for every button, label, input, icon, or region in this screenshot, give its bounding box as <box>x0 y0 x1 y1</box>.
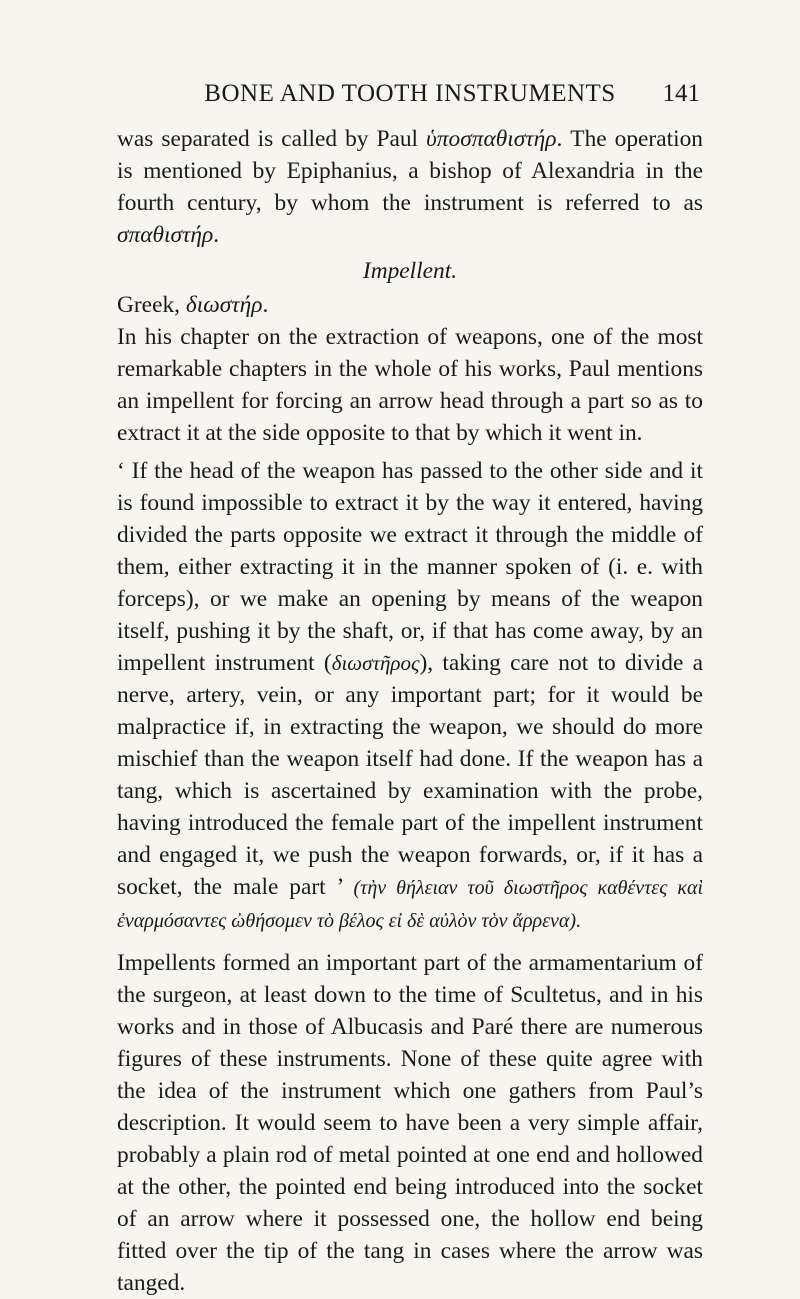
para3-text-a: ‘ If the head of the weapon has passed to the other side and it is found impossible to extract it by the way it entered, having divided the parts opposite we extract it through the middle of them, either extracting it in the manner spoken of (i. e. with forceps), or we make an opening by means of the weapon itself, pushing it by the shaft, or, if that has come away, by an impellent instrument ( <box>117 458 703 676</box>
greek-label: Greek, <box>117 292 186 318</box>
section-heading: Impellent. <box>362 258 458 284</box>
paragraph-3-quote <box>117 455 703 937</box>
page-header <box>120 80 700 114</box>
paragraph-2: In his chapter on the extraction of weapons, one of the most remarkable chapters in the whole of his works, Paul mentions an impellent for forcing an arrow head through a part so as to extract it at the side opposite to that by which it went in. <box>117 324 703 446</box>
greek-quotation: (τὴν θήλειαν τοῦ διωστῆρος καθέντες καὶ ἐναρμόσαντες ὠθήσομεν τὸ βέλος εἰ δὲ αὐλὸν τὸν ἄρρενα). <box>117 877 704 932</box>
para3-text-b: ), taking care not to divide a nerve, artery, vein, or any important part; for it would be malpractice if, in extracting the weapon, we should do more mischief than the weapon itself had done. If the weapon has a tang, which is ascertained by examination with the probe, having introduced the female part of the impellent instrument and engaged it, we push the weapon forwards, or, if it has a socket, the male part ’ <box>117 650 703 900</box>
para1-text-c: . <box>213 222 220 248</box>
body-text <box>117 123 703 1299</box>
paragraph-1 <box>117 123 703 251</box>
greek-term-spathister: σπαθιστήρ <box>117 222 214 248</box>
greek-term-hypospathister: ὑποσπαθιστήρ <box>426 126 557 152</box>
paragraph-4: Impellents formed an important part of the armamentarium of the surgeon, at least down to the time of Scultetus, and in his works and in those of Albucasis and Paré there are numerous figures of these instruments. None of these quite agree with the idea of the instrument which one gathers from Paul’s description. It would seem to have been a very simple affair, probably a plain rod of metal pointed at one end and hollowed at the other, the pointed end being introduced into the socket of an arrow where it possessed one, the hollow end being fitted over the tip of the tang in cases where the arrow was tanged. <box>117 950 703 1296</box>
greek-term-diaster: διωστήρ <box>185 292 263 318</box>
greek-end: . <box>262 292 269 318</box>
para1-text-a: was separated is called by Paul <box>117 126 427 152</box>
page-number: 141 <box>662 80 700 107</box>
greek-term-diasteros: διωστῆρος <box>331 651 420 675</box>
para1-text-b: . The operation is mentioned by Epiphanius, a bishop of Alexandria in the fourth century, by whom the instrument is referred to as <box>117 126 703 216</box>
running-head: BONE AND TOOTH INSTRUMENTS <box>204 80 616 107</box>
greek-name-line <box>117 289 703 321</box>
